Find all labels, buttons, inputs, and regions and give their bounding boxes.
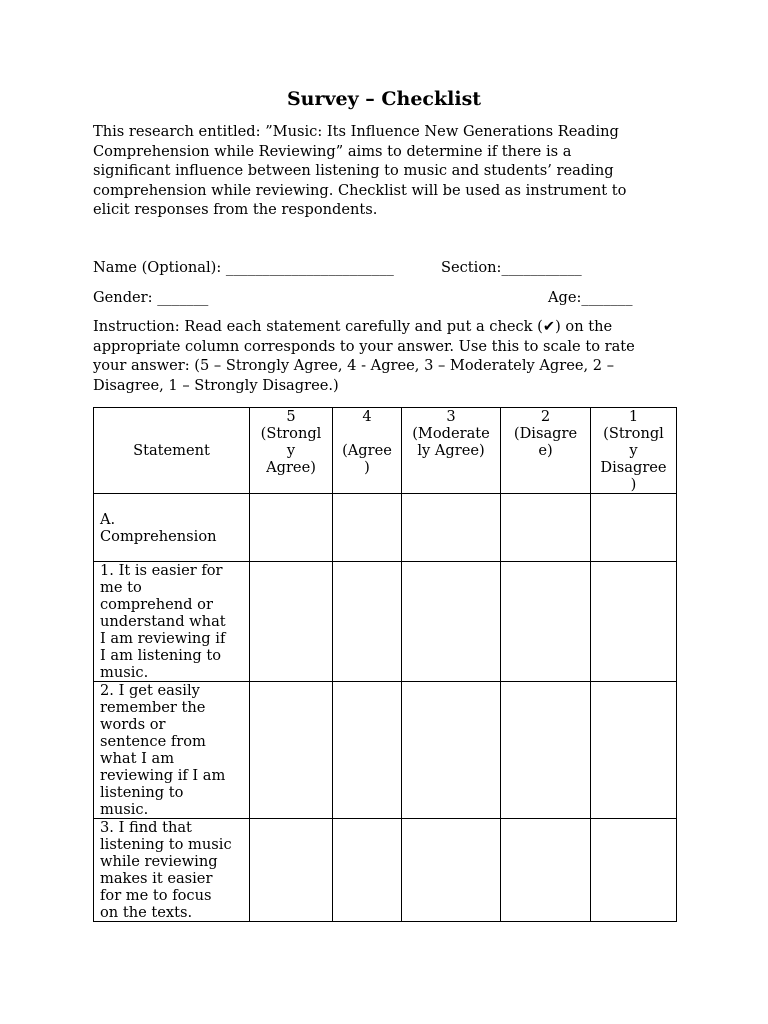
table-row (94, 562, 677, 682)
check-cell-5[interactable] (250, 819, 333, 922)
check-cell-1[interactable] (591, 682, 677, 819)
check-cell-5[interactable] (250, 682, 333, 819)
scale-number: 5 (286, 408, 296, 425)
scale-header-4 (333, 408, 402, 494)
check-cell-3[interactable] (402, 562, 501, 682)
check-cell-4[interactable] (333, 682, 402, 819)
scale-label: (Strongl y Agree) (260, 425, 322, 476)
table-header-row (94, 408, 677, 494)
intro-line: Comprehension while Reviewing” aims to determine if there is a (93, 142, 572, 160)
check-cell-3[interactable] (402, 819, 501, 922)
check-cell-3[interactable] (402, 682, 501, 819)
instruction-line: Disagree, 1 – Strongly Disagree.) (93, 376, 339, 394)
section-label-cell (94, 494, 250, 562)
survey-table (93, 407, 677, 922)
statement-text: 2. I get easily remember the words or sentence from what I am reviewing if I am listening to music. (100, 682, 226, 818)
scale-number: 4 (362, 408, 372, 425)
check-cell-2[interactable] (501, 494, 591, 562)
instruction-line: appropriate column corresponds to your answer. Use this to scale to rate (93, 337, 635, 355)
scale-number: 3 (446, 408, 456, 425)
intro-line: elicit responses from the respondents. (93, 201, 378, 218)
check-cell-2[interactable] (501, 682, 591, 819)
check-cell-5[interactable] (250, 562, 333, 682)
statement-cell (94, 682, 250, 819)
instruction-paragraph (93, 317, 683, 395)
check-cell-1[interactable] (591, 494, 677, 562)
age-field[interactable]: Age:_______ (548, 289, 633, 306)
statement-cell (94, 562, 250, 682)
table-row (94, 494, 677, 562)
check-cell-2[interactable] (501, 819, 591, 922)
scale-number: 1 (628, 408, 639, 425)
scale-label: (Strongl y Disagree ) (600, 425, 667, 493)
check-cell-5[interactable] (250, 494, 333, 562)
intro-line: This research entitled: ”Music: Its Influence New Generations Reading (93, 123, 619, 140)
scale-header-1 (591, 408, 677, 494)
check-cell-4[interactable] (333, 819, 402, 922)
check-cell-1[interactable] (591, 562, 677, 682)
scale-label: (Agree ) (342, 442, 392, 476)
scale-header-5 (250, 408, 333, 494)
instruction-line: your answer: (5 – Strongly Agree, 4 - Agree, 3 – Moderately Agree, 2 – (93, 357, 614, 374)
check-cell-2[interactable] (501, 562, 591, 682)
scale-header-3 (402, 408, 501, 494)
statement-cell (94, 819, 250, 922)
intro-line: significant influence between listening to music and students’ reading (93, 162, 614, 179)
name-field[interactable]: Name (Optional): _______________________ (93, 259, 394, 276)
intro-paragraph (93, 122, 683, 220)
statement-header: Statement (94, 408, 250, 494)
instruction-line: Instruction: Read each statement carefully and put a check (✔) on the (93, 318, 613, 335)
section-label: A. Comprehension (100, 510, 217, 545)
table-row (94, 682, 677, 819)
gender-field[interactable]: Gender: _______ (93, 289, 209, 306)
scale-label: (Moderate ly Agree) (412, 425, 490, 459)
check-cell-4[interactable] (333, 494, 402, 562)
statement-text: 3. I find that listening to music while reviewing makes it easier for me to focus on the texts. (100, 819, 232, 921)
section-field[interactable]: Section:___________ (441, 259, 582, 276)
scale-label: (Disagre e) (513, 425, 578, 459)
check-cell-4[interactable] (333, 562, 402, 682)
scale-header-2 (501, 408, 591, 494)
check-cell-1[interactable] (591, 819, 677, 922)
check-cell-3[interactable] (402, 494, 501, 562)
table-row (94, 819, 677, 922)
page-title: Survey – Checklist (286, 88, 482, 110)
scale-number: 2 (540, 408, 551, 425)
intro-line: comprehension while reviewing. Checklist will be used as instrument to (93, 181, 627, 199)
statement-text: 1. It is easier for me to comprehend or understand what I am reviewing if I am listening to music. (100, 562, 226, 681)
